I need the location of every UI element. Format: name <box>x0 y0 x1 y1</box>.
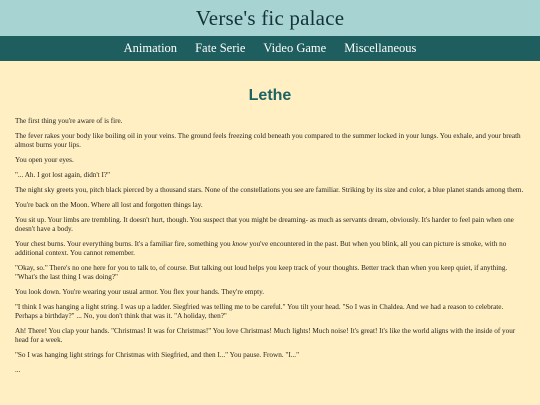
story-paragraph: You're back on the Moon. Where all lost and forgotten things lay. <box>15 201 203 209</box>
story-paragraph: ... <box>15 366 21 374</box>
main-content <box>0 61 540 375</box>
nav-link-animation[interactable]: Animation <box>123 41 178 55</box>
story-paragraph: "... Ah. I got lost again, didn't I?" <box>15 171 110 179</box>
story-body <box>15 117 525 375</box>
story-paragraph: "I think I was hanging a light string. I was up a ladder. Siegfried was telling me to be careful." You tilt your head. "So I was in Chaldea. And we had a reason to celebrate. Perhaps a birthday?" ... No, you don't think that was it. "A holiday, then?" <box>15 303 504 320</box>
site-header <box>0 0 540 36</box>
nav-link-video-game[interactable]: Video Game <box>263 41 327 55</box>
nav-link-miscellaneous[interactable]: Miscellaneous <box>344 41 417 55</box>
story-paragraph: Your chest burns. Your everything burns. It's a familiar fire, something you know you've encountered in the past. But when you blink, all you can picture is smoke, with no additional context. You cannot remember. <box>15 240 507 257</box>
story-paragraph: You sit up. Your limbs are trembling. It doesn't hurt, though. You suspect that you might be dreaming- as much as servants dream, obviously. It's harder to feel pain when one doesn't have a body. <box>15 216 514 233</box>
emphasis: know <box>232 240 248 248</box>
nav-link-fate-serie[interactable]: Fate Serie <box>195 41 246 55</box>
site-title[interactable]: Verse's fic palace <box>195 5 345 30</box>
story-paragraph: You open your eyes. <box>15 156 74 164</box>
story-title: Lethe <box>248 87 292 104</box>
story-paragraph: Ah! There! You clap your hands. "Christmas! It was for Christmas!" You love Christmas! Much lights! Much noise! It's great! It's like the world aligns with the inside of your head for a week. <box>15 327 516 344</box>
story-paragraph: The first thing you're aware of is fire. <box>15 117 123 125</box>
story-paragraph: The fever rakes your body like boiling oil in your veins. The ground feels freezing cold beneath you compared to the summer locked in your lungs. You exhale, and your breath almost burns your lips. <box>15 132 521 149</box>
story-paragraph: "So I was hanging light strings for Christmas with Siegfried, and then I..." You pause. Frown. "I..." <box>15 351 300 359</box>
story-paragraph: The night sky greets you, pitch black pierced by a thousand stars. None of the constellations you see are familiar. Striking by its size and color, a blue planet stands among them. <box>15 186 524 194</box>
story-paragraph: You look down. You're wearing your usual armor. You flex your hands. They're empty. <box>15 288 265 296</box>
story-paragraph: "Okay, so." There's no one here for you to talk to, of course. But talking out loud helps you keep track of your thoughts. Better track than when you keep quiet, if anything. "What's the last thing I was doing?" <box>15 264 508 281</box>
main-nav <box>0 36 540 61</box>
